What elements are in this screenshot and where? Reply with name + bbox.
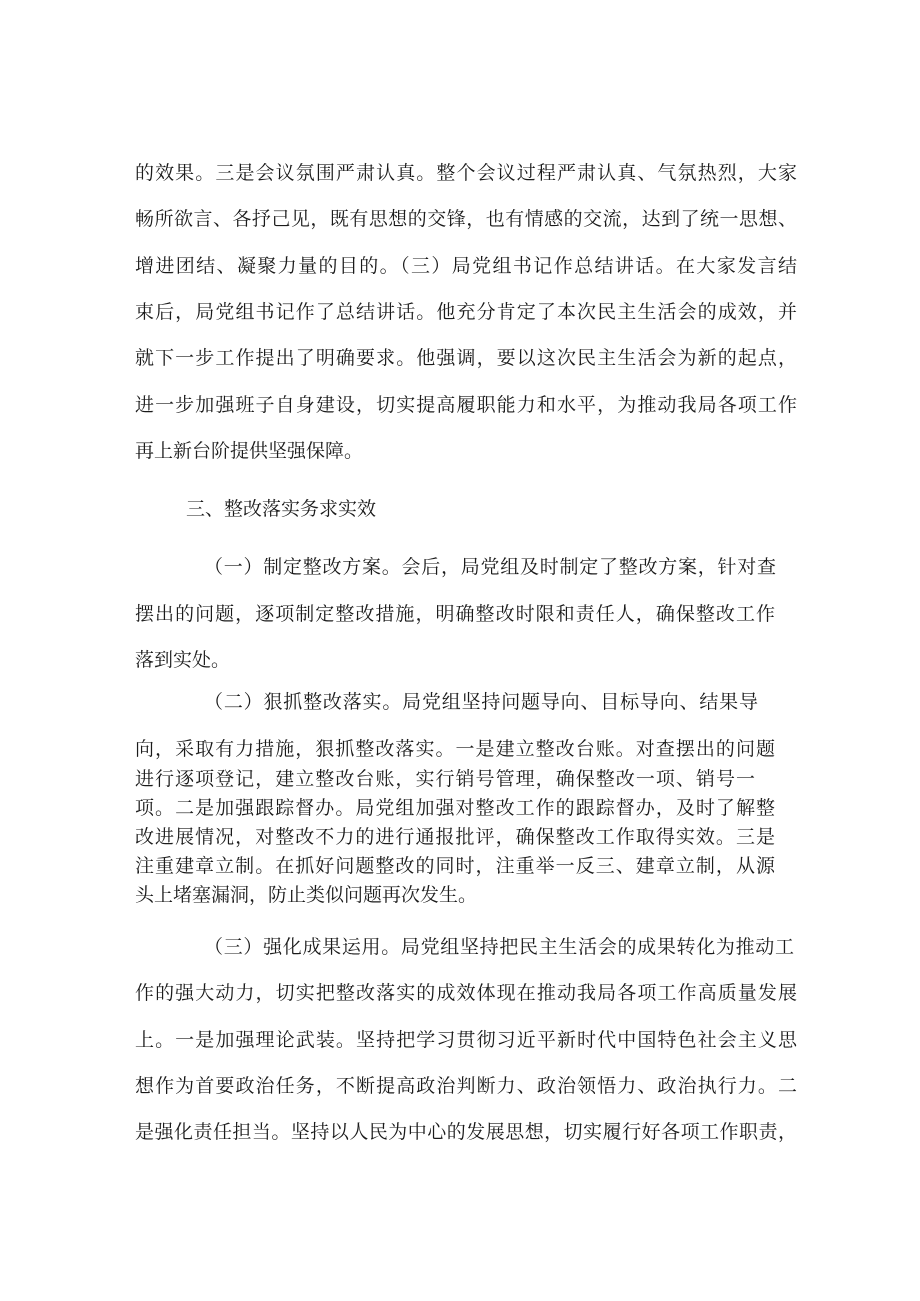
paragraph-line: 就下一步工作提出了明确要求。他强调，要以这次民主生活会为新的起点，	[135, 347, 797, 369]
paragraph-line: 进行逐项登记，建立整改台账，实行销号管理，确保整改一项、销号一	[135, 768, 755, 790]
paragraph-line: 增进团结、凝聚力量的目的。（三）局党组书记作总结讲话。在大家发言结	[135, 255, 797, 277]
paragraph-line: 注重建章立制。在抓好问题整改的同时，注重举一反三、建章立制，从源	[135, 855, 775, 877]
paragraph-line: 进一步加强班子自身建设，切实提高履职能力和水平，为推动我局各项工作	[135, 394, 797, 416]
paragraph-line: 是强化责任担当。坚持以人民为中心的发展思想，切实履行好各项工作职责，	[135, 1121, 797, 1143]
paragraph-line: 摆出的问题，逐项制定整改措施，明确整改时限和责任人，确保整改工作	[135, 603, 775, 625]
paragraph-line: 想作为首要政治任务，不断提高政治判断力、政治领悟力、政治执行力。二	[135, 1075, 797, 1097]
paragraph-line: 向，采取有力措施，狠抓整改落实。一是建立整改台账。对查摆出的问题	[135, 738, 775, 760]
paragraph-line: 落到实处。	[135, 649, 231, 671]
paragraph-line: 畅所欲言、各抒己见，既有思想的交锋，也有情感的交流，达到了统一思想、	[135, 208, 797, 230]
paragraph-line: 的效果。三是会议氛围严肃认真。整个会议过程严肃认真、气氛热烈，大家	[135, 162, 797, 184]
paragraph-line: 再上新台阶提供坚强保障。	[135, 440, 364, 462]
section-heading: 三、整改落实务求实效	[186, 498, 377, 520]
paragraph-line: （三）强化成果运用。局党组坚持把民主生活会的成果转化为推动工	[204, 936, 794, 958]
paragraph-line: 头上堵塞漏洞，防止类似问题再次发生。	[135, 884, 478, 906]
paragraph-line: 改进展情况，对整改不力的进行通报批评，确保整改工作取得实效。三是	[135, 826, 775, 848]
paragraph-line: 束后，局党组书记作了总结讲话。他充分肯定了本次民主生活会的成效，并	[135, 301, 797, 323]
paragraph-line: （一）制定整改方案。会后，局党组及时制定了整改方案，针对查	[204, 556, 776, 578]
paragraph-line: 项。二是加强跟踪督办。局党组加强对整改工作的跟踪督办，及时了解整	[135, 797, 775, 819]
paragraph-line: 上。一是加强理论武装。坚持把学习贯彻习近平新时代中国特色社会主义思	[135, 1029, 797, 1051]
paragraph-line: （二）狠抓整改落实。局党组坚持问题导向、目标导向、结果导	[204, 691, 758, 713]
paragraph-line: 作的强大动力，切实把整改落实的成效体现在推动我局各项工作高质量发展	[135, 982, 797, 1004]
